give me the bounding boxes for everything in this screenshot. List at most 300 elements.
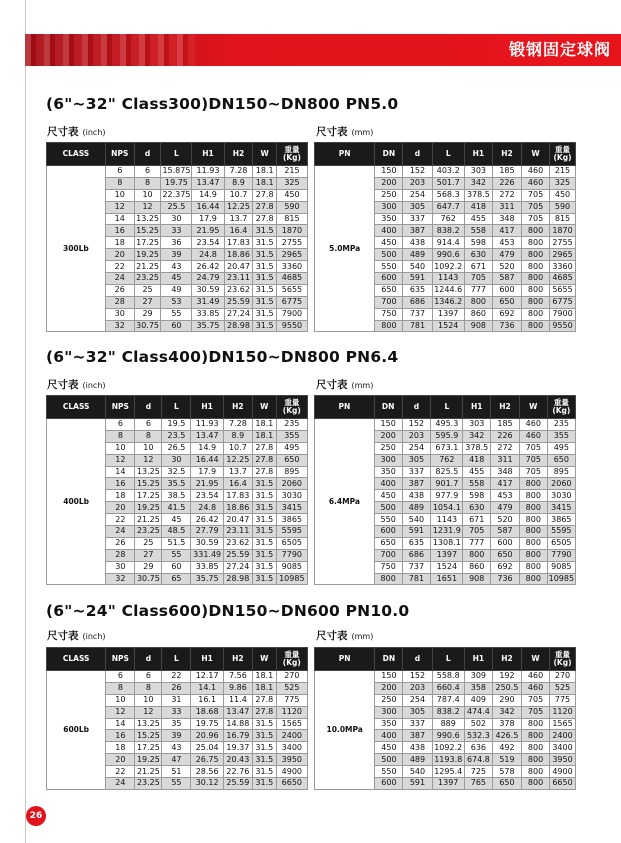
- table-cell: 568.3: [432, 189, 464, 201]
- table-cell: 6: [106, 419, 135, 431]
- table-cell: 800: [463, 549, 491, 561]
- table-cell: 24: [106, 778, 135, 790]
- table-cell: 1143: [431, 514, 463, 526]
- column-header: H1: [464, 143, 492, 166]
- column-header: CLASS: [47, 396, 106, 419]
- table-cell: 27.8: [252, 694, 276, 706]
- table-cell: 27.8: [252, 706, 276, 718]
- table-cell: 31.5: [252, 778, 276, 790]
- table-cell: 250.5: [492, 682, 521, 694]
- table-cell: 55: [162, 778, 191, 790]
- table-cell: 250: [375, 694, 403, 706]
- table-cell: 26.5: [162, 442, 191, 454]
- table-cell: 17.83: [224, 237, 253, 249]
- table-cell: 14.88: [223, 718, 252, 730]
- table-cell: 787.4: [432, 694, 464, 706]
- table-cell: 29: [134, 308, 161, 320]
- table-cell: 3415: [276, 502, 307, 514]
- table-cell: 489: [402, 502, 431, 514]
- table-cell: 600: [375, 273, 403, 285]
- table-cell: 25: [134, 284, 161, 296]
- table-cell: 800: [522, 249, 550, 261]
- table-cell: 303: [464, 166, 492, 178]
- table-cell: 700: [375, 296, 403, 308]
- table-cell: 400: [375, 730, 403, 742]
- column-header: d: [135, 648, 162, 671]
- table-cell: 309: [464, 671, 492, 683]
- table-cell: 17.25: [136, 237, 160, 247]
- table-header-row: [47, 396, 308, 419]
- table-cell: 43: [162, 742, 191, 754]
- table-cell: 12: [106, 454, 135, 466]
- page-number-badge: 26: [26, 806, 46, 826]
- table-cell: 18.68: [191, 706, 223, 718]
- table-cell: 2400: [276, 730, 307, 742]
- table-cell: 3360: [276, 261, 307, 273]
- table-cell: 29: [135, 561, 162, 573]
- table-cell: 378.5: [464, 189, 492, 201]
- column-header: L: [432, 143, 464, 166]
- table-cell: 1346.2: [432, 296, 464, 308]
- table-cell: 23.5: [162, 430, 191, 442]
- table-cell: 16.4: [224, 225, 253, 237]
- section-title: (6"~32" Class300)DN150~DN800 PN5.0: [46, 95, 399, 113]
- table-cell: 24: [106, 526, 135, 538]
- table-cell: 31.5: [252, 754, 276, 766]
- table-cell: 16: [106, 730, 135, 742]
- table-cell: 27.8: [252, 466, 276, 478]
- table-cell: 10.7: [224, 189, 253, 201]
- table-cell: 30.12: [191, 778, 223, 790]
- table-cell: 14.1: [191, 682, 223, 694]
- table-cell: 519: [492, 754, 521, 766]
- table-cell: 31.5: [252, 514, 276, 526]
- table-cell: 7.56: [223, 671, 252, 683]
- table-cell: 1143: [432, 273, 464, 285]
- table-cell: 860: [464, 308, 492, 320]
- left-table-caption: 尺寸表 (inch): [47, 126, 106, 138]
- table-cell: 500: [374, 502, 402, 514]
- table-cell: 21.95: [192, 225, 224, 237]
- table-cell: 31.5: [252, 742, 276, 754]
- column-header: d: [403, 143, 432, 166]
- table-cell: 27.24: [224, 308, 253, 320]
- table-cell: 9085: [547, 561, 575, 573]
- table-row: [315, 671, 576, 683]
- column-header: CLASS: [47, 143, 106, 166]
- table-cell: 540: [403, 766, 432, 778]
- page-title: 锻钢固定球阀: [508, 40, 611, 59]
- table-cell: 7900: [276, 308, 307, 320]
- table-cell: 532.3: [464, 730, 492, 742]
- table-cell: 20: [105, 249, 134, 261]
- table-cell: 300: [375, 706, 403, 718]
- table-cell: 31: [162, 694, 191, 706]
- table-cell: 8: [105, 177, 134, 189]
- table-cell: 12: [105, 201, 134, 213]
- table-cell: 28.98: [224, 320, 253, 332]
- table-cell: 31.5: [252, 573, 276, 585]
- table-cell: 1092.2: [432, 742, 464, 754]
- column-header: d: [135, 396, 162, 419]
- table-cell: 7.28: [223, 419, 252, 431]
- table-cell: 26.42: [191, 514, 223, 526]
- weight-unit: (Kg): [553, 658, 572, 667]
- table-cell: 8: [135, 682, 162, 694]
- table-cell: 24: [105, 273, 134, 285]
- table-cell: 150: [374, 419, 402, 431]
- table-cell: 23.11: [223, 526, 252, 538]
- table-cell: 350: [375, 718, 403, 730]
- table-cell: 200: [375, 682, 403, 694]
- table-cell: 1054.1: [431, 502, 463, 514]
- mm-dimension-table: [314, 395, 576, 585]
- table-cell: 337: [402, 466, 431, 478]
- table-cell: 977.9: [431, 490, 463, 502]
- table-cell: 25.04: [191, 742, 223, 754]
- table-cell: 705: [522, 189, 550, 201]
- table-cell: 25: [135, 537, 162, 549]
- table-cell: 460: [519, 430, 547, 442]
- table-cell: 4685: [276, 273, 307, 285]
- weight-unit: (Kg): [553, 153, 572, 162]
- table-cell: 479: [492, 249, 521, 261]
- table-cell: 10: [106, 442, 135, 454]
- column-header: CLASS: [47, 648, 106, 671]
- column-header: H1: [192, 143, 224, 166]
- table-cell: 1308.1: [431, 537, 463, 549]
- table-cell: 23.25: [135, 778, 162, 790]
- column-header: NPS: [106, 648, 135, 671]
- table-cell: 12.25: [224, 201, 253, 213]
- table-cell: 31.5: [253, 296, 277, 308]
- table-cell: 800: [522, 730, 550, 742]
- table-cell: 630: [464, 249, 492, 261]
- table-cell: 800: [374, 573, 402, 585]
- table-cell: 650: [374, 537, 402, 549]
- table-cell: 417: [492, 225, 521, 237]
- table-cell: 23.62: [223, 537, 252, 549]
- table-cell: 540: [402, 514, 431, 526]
- column-header: H1: [191, 648, 223, 671]
- table-cell: 43: [161, 261, 192, 273]
- table-cell: 815: [550, 213, 576, 225]
- table-cell: 378: [492, 718, 521, 730]
- table-cell: 33.85: [192, 308, 224, 320]
- table-cell: 35: [162, 718, 191, 730]
- column-header: L: [162, 396, 191, 419]
- table-header-row: [315, 396, 576, 419]
- table-cell: 226: [491, 430, 520, 442]
- column-header: L: [431, 396, 463, 419]
- table-cell: 22: [105, 261, 134, 273]
- table-cell: 4685: [550, 273, 576, 285]
- table-cell: 185: [492, 166, 521, 178]
- table-cell: 460: [522, 671, 550, 683]
- table-cell: 14: [105, 213, 134, 225]
- table-cell: 27.79: [191, 526, 223, 538]
- table-cell: 226: [492, 177, 521, 189]
- table-cell: 800: [519, 478, 547, 490]
- table-cell: 311: [492, 201, 521, 213]
- table-cell: 1524: [432, 320, 464, 332]
- table-cell: 22.375: [162, 190, 191, 200]
- table-cell: 12.17: [191, 671, 223, 683]
- table-row: [47, 166, 308, 178]
- table-cell: 31.5: [253, 237, 277, 249]
- table-cell: 600: [374, 526, 402, 538]
- mm-dimension-table: [314, 647, 576, 790]
- table-cell: 418: [464, 201, 492, 213]
- table-cell: 24.8: [191, 502, 223, 514]
- table-cell: 1397: [432, 308, 464, 320]
- column-header: PN: [315, 396, 375, 419]
- table-cell: 342: [464, 177, 492, 189]
- table-cell: 18.1: [252, 671, 276, 683]
- table-cell: 635: [402, 537, 431, 549]
- table-cell: 587: [491, 526, 520, 538]
- table-cell: 838.2: [432, 225, 464, 237]
- table-cell: 725: [464, 766, 492, 778]
- table-cell: 800: [522, 766, 550, 778]
- table-cell: 152: [402, 419, 431, 431]
- table-cell: 23.54: [191, 490, 223, 502]
- table-cell: 2060: [547, 478, 575, 490]
- table-cell: 152: [403, 166, 432, 178]
- table-cell: 16: [105, 225, 134, 237]
- table-cell: 647.7: [432, 201, 464, 213]
- column-header: d: [403, 648, 432, 671]
- table-cell: 403.2: [432, 166, 464, 178]
- weight-unit: (Kg): [282, 658, 301, 667]
- table-cell: 23.25: [135, 526, 162, 538]
- table-cell: 6505: [276, 537, 307, 549]
- class-label: 600Lb: [47, 671, 106, 790]
- table-cell: 1092.2: [432, 261, 464, 273]
- table-cell: 18: [106, 490, 135, 502]
- table-cell: 889: [432, 718, 464, 730]
- table-cell: 27.8: [253, 213, 277, 225]
- table-cell: 250: [374, 442, 402, 454]
- table-cell: 520: [492, 261, 521, 273]
- table-cell: 348: [491, 466, 520, 478]
- left-table-caption: 尺寸表 (inch): [47, 379, 106, 391]
- table-cell: 17.25: [135, 742, 162, 754]
- table-cell: 15.25: [135, 730, 162, 742]
- table-cell: 800: [519, 490, 547, 502]
- column-header: DN: [374, 396, 402, 419]
- column-header-weight: [550, 143, 576, 166]
- table-cell: 27.8: [252, 442, 276, 454]
- table-cell: 19.25: [135, 754, 162, 766]
- table-cell: 31.49: [192, 296, 224, 308]
- table-cell: 27: [135, 549, 162, 561]
- column-header: DN: [375, 648, 403, 671]
- table-cell: 595.9: [431, 430, 463, 442]
- right-table-caption: 尺寸表 (mm): [316, 630, 374, 642]
- left-margin-rule: [25, 0, 26, 843]
- table-cell: 7790: [276, 549, 307, 561]
- table-cell: 10985: [548, 574, 575, 584]
- table-cell: 31.5: [253, 308, 277, 320]
- section-title: (6"~24" Class600)DN150~DN600 PN10.0: [46, 602, 410, 620]
- table-cell: 635: [403, 284, 432, 296]
- table-cell: 26.75: [191, 754, 223, 766]
- table-cell: 495: [276, 442, 307, 454]
- table-cell: 860: [463, 561, 491, 573]
- table-cell: 39: [162, 730, 191, 742]
- table-cell: 6775: [276, 296, 307, 308]
- table-cell: 600: [375, 778, 403, 790]
- table-cell: 13.7: [223, 466, 252, 478]
- table-cell: 671: [463, 514, 491, 526]
- table-cell: 25.59: [223, 778, 252, 790]
- table-cell: 777: [464, 284, 492, 296]
- column-header: NPS: [105, 143, 134, 166]
- table-cell: 453: [492, 237, 521, 249]
- table-cell: 3865: [276, 514, 307, 526]
- table-cell: 15.875: [162, 166, 191, 176]
- table-cell: 25.59: [223, 549, 252, 561]
- table-cell: 525: [550, 682, 576, 694]
- table-cell: 825.5: [431, 466, 463, 478]
- table-cell: 30: [161, 213, 192, 225]
- table-cell: 800: [519, 573, 547, 585]
- table-cell: 686: [403, 296, 432, 308]
- table-cell: 30: [105, 308, 134, 320]
- table-cell: 598: [463, 490, 491, 502]
- column-header: H2: [492, 648, 521, 671]
- table-cell: 51.5: [162, 537, 191, 549]
- table-cell: 455: [463, 466, 491, 478]
- table-cell: 19.37: [223, 742, 252, 754]
- column-header: DN: [375, 143, 403, 166]
- table-cell: 10: [135, 442, 162, 454]
- table-cell: 5595: [547, 526, 575, 538]
- table-cell: 495.3: [431, 419, 463, 431]
- table-cell: 60: [162, 561, 191, 573]
- table-cell: 311: [491, 454, 520, 466]
- table-cell: 800: [522, 273, 550, 285]
- table-cell: 387: [403, 730, 432, 742]
- table-cell: 65: [162, 573, 191, 585]
- weight-unit: (Kg): [552, 406, 571, 415]
- table-cell: 674.8: [464, 754, 492, 766]
- inch-dimension-table: [46, 395, 308, 585]
- table-cell: 1120: [276, 706, 307, 718]
- table-cell: 45: [161, 273, 192, 285]
- table-cell: 450: [375, 742, 403, 754]
- table-cell: 686: [402, 549, 431, 561]
- table-cell: 1870: [550, 225, 576, 237]
- table-cell: 18.1: [253, 166, 277, 178]
- table-cell: 800: [522, 237, 550, 249]
- weight-unit: (Kg): [282, 406, 301, 415]
- table-cell: 705: [522, 201, 550, 213]
- table-cell: 45: [162, 514, 191, 526]
- table-cell: 21.25: [135, 514, 162, 526]
- table-cell: 417: [491, 478, 520, 490]
- table-cell: 6650: [550, 778, 576, 790]
- table-cell: 254: [403, 694, 432, 706]
- column-header: PN: [315, 143, 375, 166]
- right-table-caption: 尺寸表 (mm): [316, 126, 374, 138]
- table-cell: 3950: [276, 754, 307, 766]
- table-cell: 31.5: [252, 561, 276, 573]
- table-cell: 18.1: [252, 682, 276, 694]
- table-cell: 358: [464, 682, 492, 694]
- table-cell: 460: [522, 166, 550, 178]
- table-cell: 31.5: [252, 549, 276, 561]
- column-header: W: [522, 648, 550, 671]
- table-cell: 502: [464, 718, 492, 730]
- table-cell: 6505: [547, 537, 575, 549]
- table-cell: 800: [522, 296, 550, 308]
- table-cell: 3360: [550, 261, 576, 273]
- column-header-weight: [550, 648, 576, 671]
- table-cell: 38.5: [162, 490, 191, 502]
- table-cell: 10: [134, 189, 161, 201]
- table-cell: 591: [403, 778, 432, 790]
- table-cell: 19.75: [191, 718, 223, 730]
- table-cell: 501.7: [432, 177, 464, 189]
- table-cell: 21.95: [191, 478, 223, 490]
- table-cell: 55: [162, 549, 191, 561]
- table-cell: 20.43: [223, 754, 252, 766]
- table-cell: 17.25: [135, 490, 162, 502]
- column-header: H2: [224, 143, 253, 166]
- table-cell: 590: [550, 201, 576, 213]
- table-cell: 450: [550, 189, 576, 201]
- table-cell: 460: [522, 177, 550, 189]
- table-cell: 387: [402, 478, 431, 490]
- table-cell: 705: [522, 694, 550, 706]
- table-cell: 14: [106, 718, 135, 730]
- class-label: 400Lb: [47, 419, 106, 585]
- table-cell: 908: [464, 320, 492, 332]
- table-cell: 8.9: [223, 430, 252, 442]
- table-cell: 895: [276, 466, 307, 478]
- table-cell: 10: [135, 694, 162, 706]
- table-cell: 838.2: [432, 706, 464, 718]
- table-cell: 19.25: [135, 502, 162, 514]
- table-cell: 598: [464, 237, 492, 249]
- table-cell: 455: [464, 213, 492, 225]
- class-label: 300Lb: [47, 166, 106, 332]
- weight-label: 重量: [284, 398, 300, 407]
- table-cell: 31.5: [252, 502, 276, 514]
- table-cell: 39: [161, 249, 192, 261]
- table-cell: 800: [522, 718, 550, 730]
- table-cell: 3950: [550, 754, 576, 766]
- table-cell: 914.4: [432, 237, 464, 249]
- table-cell: 13.47: [191, 430, 223, 442]
- table-cell: 705: [519, 454, 547, 466]
- table-cell: 705: [522, 706, 550, 718]
- table-cell: 33.85: [191, 561, 223, 573]
- table-cell: 15.25: [135, 478, 162, 490]
- table-cell: 650: [492, 296, 521, 308]
- table-cell: 895: [547, 466, 575, 478]
- table-cell: 19.75: [161, 177, 192, 189]
- table-cell: 200: [375, 177, 403, 189]
- table-cell: 350: [374, 466, 402, 478]
- table-cell: 591: [403, 273, 432, 285]
- weight-label: 重量: [284, 145, 300, 154]
- table-cell: 5595: [276, 526, 307, 538]
- table-cell: 495: [547, 442, 575, 454]
- table-cell: 250: [375, 189, 403, 201]
